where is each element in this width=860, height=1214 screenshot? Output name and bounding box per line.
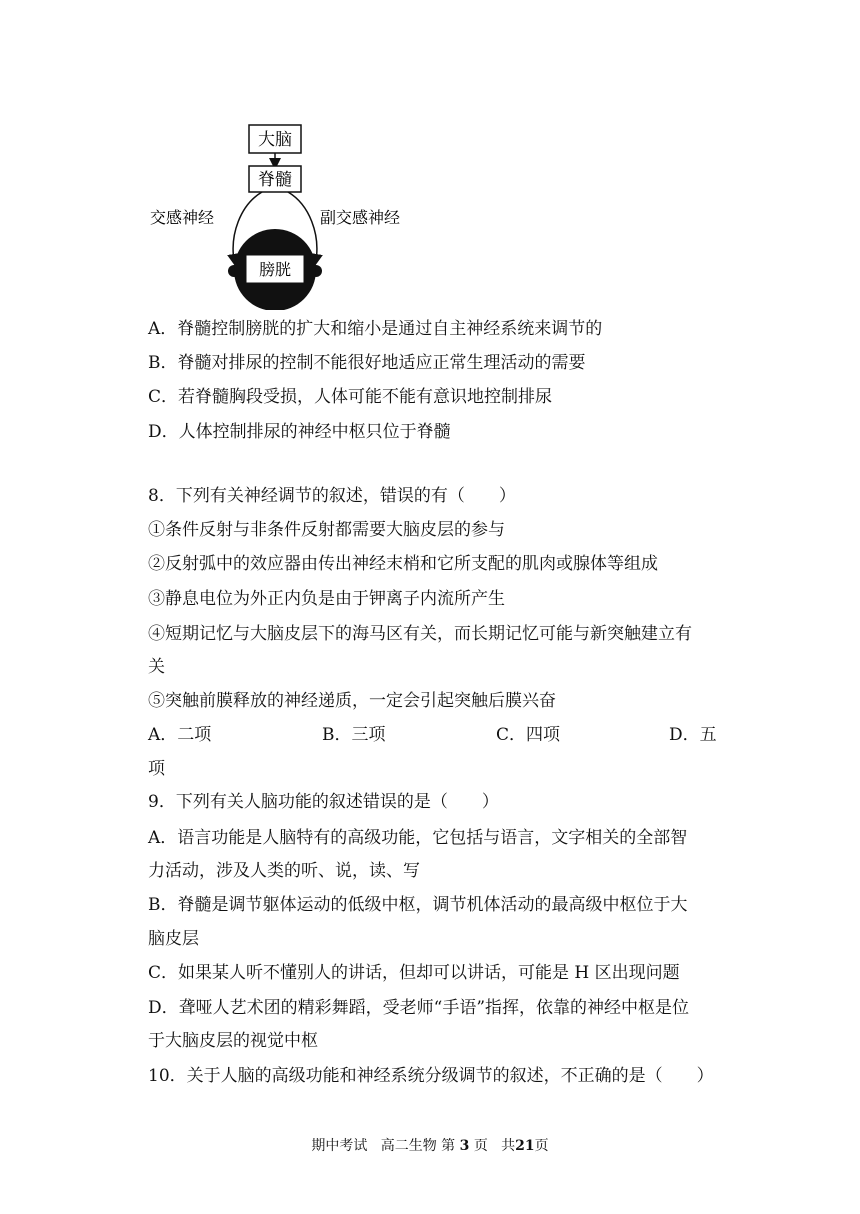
sympathetic-nerve-label: 交感神经 — [150, 208, 215, 227]
q8-item-3: ③静息电位为外正内负是由于钾离子内流所产生 — [148, 589, 505, 609]
q9-stem: 9．下列有关人脑功能的叙述错误的是（ ） — [148, 792, 499, 812]
q7-option-d: D．人体控制排尿的神经中枢只位于脊髓 — [148, 422, 451, 442]
q8-item-4-wrap: 关 — [148, 657, 165, 677]
q8-stem: 8．下列有关神经调节的叙述，错误的有（ ） — [148, 486, 516, 506]
q8-option-d: D．五 — [669, 725, 717, 745]
q9-option-b: B．脊髓是调节躯体运动的低级中枢，调节机体活动的最高级中枢位于大 — [148, 895, 688, 915]
footer-exam: 期中考试 — [311, 1138, 368, 1154]
page-footer: 期中考试 高二生物 第 3 页 共21页 — [311, 1138, 549, 1154]
footer-subject: 高二生物 — [380, 1138, 437, 1154]
q9-option-d: D．聋哑人艺术团的精彩舞蹈，受老师“手语”指挥，依靠的神经中枢是位 — [148, 998, 690, 1018]
q8-item-1: ①条件反射与非条件反射都需要大脑皮层的参与 — [148, 520, 505, 540]
q8-option-c: C．四项 — [496, 725, 561, 745]
q8-item-5: ⑤突触前膜释放的神经递质，一定会引起突触后膜兴奋 — [148, 691, 556, 711]
q8-option-a: A．二项 — [148, 725, 212, 745]
q8-option-d-wrap: 项 — [148, 759, 165, 779]
q7-option-b: B．脊髓对排尿的控制不能很好地适应正常生理活动的需要 — [148, 353, 586, 373]
brain-label: 大脑 — [258, 130, 292, 150]
bladder-label: 膀胱 — [258, 260, 292, 279]
q8-option-b: B．三项 — [322, 725, 386, 745]
q9-option-a-wrap: 力活动，涉及人类的听、说，读、写 — [148, 861, 420, 881]
footer-page-number: 3 — [459, 1138, 470, 1154]
bladder-control-diagram — [150, 120, 430, 310]
spinal-cord-label: 脊髓 — [258, 170, 292, 190]
brain-box — [249, 125, 301, 153]
q7-option-c: C．若脊髓胸段受损，人体可能不能有意识地控制排尿 — [148, 387, 553, 407]
footer-total-pages: 21 — [515, 1138, 535, 1154]
q10-stem: 10．关于人脑的高级功能和神经系统分级调节的叙述，不正确的是（ ） — [148, 1066, 714, 1086]
q8-item-2: ②反射弧中的效应器由传出神经末梢和它所支配的肌肉或腺体等组成 — [148, 554, 658, 574]
q9-option-d-wrap: 于大脑皮层的视觉中枢 — [148, 1031, 318, 1051]
q7-option-a: A．脊髓控制膀胱的扩大和缩小是通过自主神经系统来调节的 — [148, 319, 603, 339]
parasympathetic-nerve-label: 副交感神经 — [320, 208, 401, 227]
bladder — [228, 229, 322, 310]
spinal-cord-box — [249, 166, 301, 192]
q9-option-a: A．语言功能是人脑特有的高级功能，它包括与语言，文字相关的全部智 — [148, 828, 688, 848]
q9-option-c: C．如果某人听不懂别人的讲话，但却可以讲话，可能是 H 区出现问题 — [148, 963, 680, 983]
q9-option-b-wrap: 脑皮层 — [148, 929, 199, 949]
q8-item-4: ④短期记忆与大脑皮层下的海马区有关，而长期记忆可能与新突触建立有 — [148, 624, 692, 644]
